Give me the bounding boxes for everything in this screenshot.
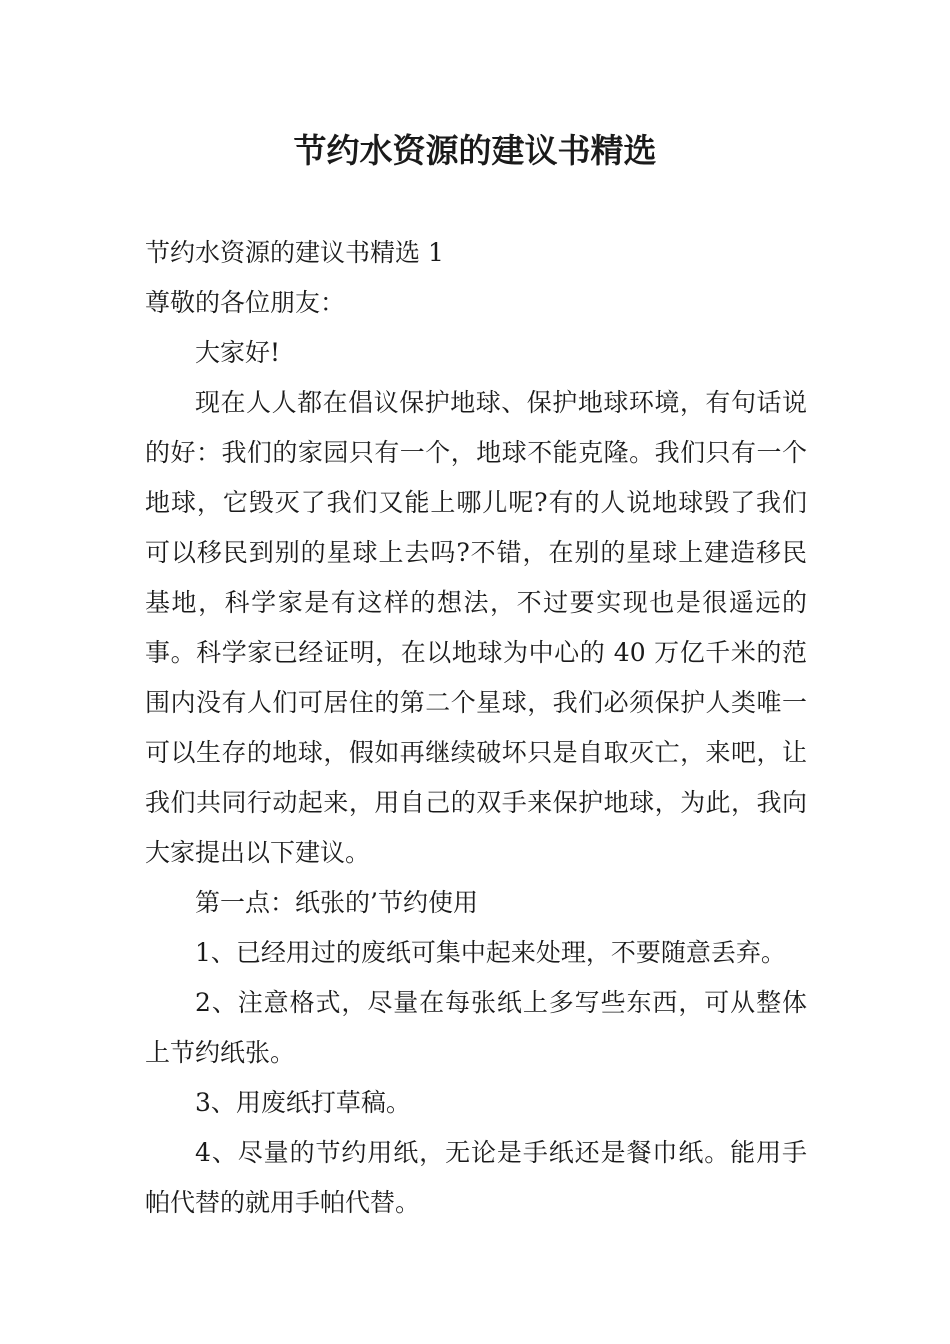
list-item-3: 3、用废纸打草稿。 — [195, 1088, 411, 1117]
document-body — [145, 228, 807, 1228]
list-item-2: 2、注意格式，尽量在每张纸上多写些东西，可从整体上节约纸张。 — [145, 988, 807, 1067]
list-item-1: 1、已经用过的废纸可集中起来处理，不要随意丢弃。 — [195, 938, 786, 967]
paragraph-intro: 现在人人都在倡议保护地球、保护地球环境，有句话说的好：我们的家园只有一个，地球不能克隆。我们只有一个地球，它毁灭了我们又能上哪儿呢?有的人说地球毁了我们可以移民到别的星球上去吗?不错，在别的星球上建造移民基地，科学家是有这样的想法，不过要实现也是很遥远的事。科学家已经证明，在以地球为中心的 40 万亿千米的范围内没有人们可居住的第二个星球，我们必须保护人类唯一可以生存的地球，假如再继续破坏只是自取灭亡，来吧，让我们共同行动起来，用自己的双手来保护地球，为此，我向大家提出以下建议。 — [145, 388, 807, 867]
salutation: 尊敬的各位朋友： — [145, 288, 346, 317]
greeting: 大家好! — [195, 338, 281, 367]
paragraph-point-one: 第一点：纸张的’节约使用 — [195, 888, 478, 917]
document-title: 节约水资源的建议书精选 — [293, 131, 657, 170]
list-item-4: 4、尽量的节约用纸，无论是手纸还是餐巾纸。能用手帕代替的就用手帕代替。 — [145, 1138, 807, 1217]
section-heading: 节约水资源的建议书精选 1 — [145, 238, 444, 267]
